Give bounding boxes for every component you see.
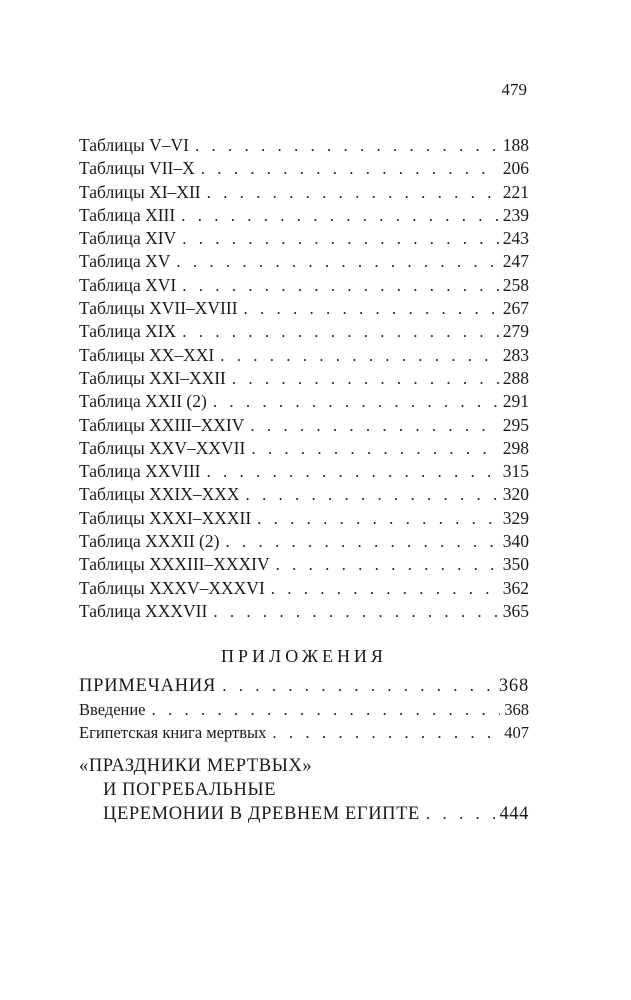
toc-entry-page: 298 bbox=[502, 437, 529, 458]
toc-entry-page: 188 bbox=[502, 135, 529, 155]
leader-dots bbox=[207, 460, 499, 483]
toc-entry-page: 407 bbox=[504, 723, 529, 742]
toc-entry-label: Таблица XXVIII bbox=[79, 461, 201, 482]
toc-entry-label: Таблица XVI bbox=[79, 274, 177, 295]
toc-entry-label: Таблица XV bbox=[79, 251, 171, 272]
leader-dots bbox=[244, 297, 499, 320]
leader-dots bbox=[213, 390, 499, 413]
feature-title-line-2: И ПОГРЕБАЛЬНЫЕ bbox=[103, 780, 277, 800]
leader-dots bbox=[232, 367, 499, 390]
toc-entry bbox=[79, 274, 529, 297]
toc-entry-page: 267 bbox=[502, 298, 529, 319]
toc-entry-label: Таблицы XVII–XVIII bbox=[79, 298, 238, 319]
leader-dots bbox=[182, 320, 499, 343]
toc-entry-label: ПРИМЕЧАНИЯ bbox=[79, 676, 217, 696]
toc-entry bbox=[79, 437, 529, 460]
toc-entry-label: Таблицы V–VI bbox=[79, 135, 189, 155]
toc-entry bbox=[79, 157, 529, 180]
toc-entry bbox=[79, 530, 529, 553]
toc-entry-label: Таблица XXXII (2) bbox=[79, 531, 220, 552]
leader-dots bbox=[220, 344, 499, 367]
leader-dots bbox=[207, 181, 499, 204]
toc-entry-page: 283 bbox=[502, 344, 529, 365]
toc-entry bbox=[79, 507, 529, 530]
toc-entry bbox=[79, 460, 529, 483]
toc-entry bbox=[79, 698, 529, 721]
leader-dots bbox=[276, 553, 499, 576]
toc-entry-page: 350 bbox=[502, 554, 529, 575]
toc-entry bbox=[79, 483, 529, 506]
feature-title-line-1: «ПРАЗДНИКИ МЕРТВЫХ» bbox=[79, 756, 313, 776]
toc-entry-label: Таблицы XXXIII–XXXIV bbox=[79, 554, 270, 575]
toc-entry-page: 291 bbox=[502, 391, 529, 412]
leader-dots bbox=[251, 437, 498, 460]
toc-entry bbox=[79, 577, 529, 600]
page-number: 479 bbox=[501, 80, 527, 99]
toc-entry-page: 329 bbox=[502, 507, 529, 528]
toc-entry-label: Таблица XIX bbox=[79, 321, 177, 342]
leader-dots bbox=[182, 274, 499, 297]
toc-entry bbox=[79, 297, 529, 320]
leader-dots bbox=[426, 802, 496, 826]
toc-entry-page: 279 bbox=[502, 321, 529, 342]
toc-entry-page: 288 bbox=[502, 367, 529, 388]
toc-entry-page: 295 bbox=[502, 414, 529, 435]
toc-entry bbox=[79, 414, 529, 437]
leader-dots bbox=[271, 577, 499, 600]
feature-page-number: 444 bbox=[499, 804, 529, 824]
leader-dots bbox=[257, 507, 499, 530]
leader-dots bbox=[213, 600, 498, 623]
toc-entry-label: Таблица XXII (2) bbox=[79, 391, 207, 412]
toc-entry bbox=[79, 181, 529, 204]
toc-entry-page: 239 bbox=[502, 204, 529, 225]
leader-dots bbox=[182, 227, 499, 250]
toc-entry bbox=[79, 390, 529, 413]
toc-entry-page: 247 bbox=[502, 251, 529, 272]
leader-dots bbox=[176, 250, 498, 273]
leader-dots bbox=[195, 134, 499, 157]
toc-entry-label: Таблицы VII–X bbox=[79, 158, 195, 179]
toc-entry bbox=[79, 674, 529, 698]
toc-entry-label: Таблицы XXXI–XXXII bbox=[79, 507, 252, 528]
toc-entry-page: 368 bbox=[504, 700, 529, 719]
toc-entry-page: 340 bbox=[502, 531, 529, 552]
toc-entry-label: Таблицы XXV–XXVII bbox=[79, 437, 246, 458]
toc-entry-label: Таблица XIV bbox=[79, 228, 177, 249]
toc-entry bbox=[79, 553, 529, 576]
leader-dots bbox=[250, 414, 498, 437]
toc-entry-page: 221 bbox=[502, 181, 529, 202]
toc-entry bbox=[79, 600, 529, 623]
toc-entry bbox=[79, 227, 529, 250]
toc-entry-page: 365 bbox=[502, 600, 529, 621]
toc-entry-label: Таблица XXXVII bbox=[79, 600, 208, 621]
feature-entry bbox=[79, 754, 529, 826]
table-of-contents bbox=[79, 134, 529, 623]
toc-entry-page: 320 bbox=[502, 484, 529, 505]
toc-entry-page: 362 bbox=[502, 577, 529, 598]
toc-entry bbox=[79, 204, 529, 227]
feature-title-line-3-text: ЦЕРЕМОНИИ В ДРЕВНЕМ ЕГИПТЕ bbox=[103, 804, 420, 824]
toc-entry-page: 258 bbox=[502, 274, 529, 295]
toc-entry-label: Таблица XIII bbox=[79, 204, 176, 225]
appendix-list bbox=[79, 674, 529, 744]
toc-entry bbox=[79, 320, 529, 343]
toc-entry-page: 206 bbox=[502, 158, 529, 179]
leader-dots bbox=[181, 204, 499, 227]
toc-entry bbox=[79, 344, 529, 367]
toc-entry-label: Египетская книга мертвых bbox=[79, 723, 267, 742]
toc-entry bbox=[79, 721, 529, 744]
leader-dots bbox=[201, 157, 499, 180]
feature-title-line-3 bbox=[79, 802, 529, 826]
toc-entry-label: Таблицы XXXV–XXXVI bbox=[79, 577, 265, 598]
leader-dots bbox=[152, 698, 501, 721]
toc-entry-label: Введение bbox=[79, 700, 146, 719]
leader-dots bbox=[225, 530, 498, 553]
toc-entry-label: Таблицы XXIX–XXX bbox=[79, 484, 240, 505]
toc-entry-page: 243 bbox=[502, 228, 529, 249]
leader-dots bbox=[246, 483, 499, 506]
toc-entry bbox=[79, 250, 529, 273]
toc-entry bbox=[79, 367, 529, 390]
toc-entry-label: Таблицы XI–XII bbox=[79, 181, 201, 202]
toc-entry-label: Таблицы XXIII–XXIV bbox=[79, 414, 245, 435]
appendix-heading: ПРИЛОЖЕНИЯ bbox=[221, 646, 387, 666]
toc-entry bbox=[79, 134, 529, 157]
leader-dots bbox=[222, 674, 495, 698]
leader-dots bbox=[272, 721, 500, 744]
toc-entry-label: Таблицы XX–XXI bbox=[79, 344, 215, 365]
toc-entry-page: 368 bbox=[498, 676, 529, 696]
toc-entry-label: Таблицы XXI–XXII bbox=[79, 367, 226, 388]
toc-entry-page: 315 bbox=[502, 461, 529, 482]
